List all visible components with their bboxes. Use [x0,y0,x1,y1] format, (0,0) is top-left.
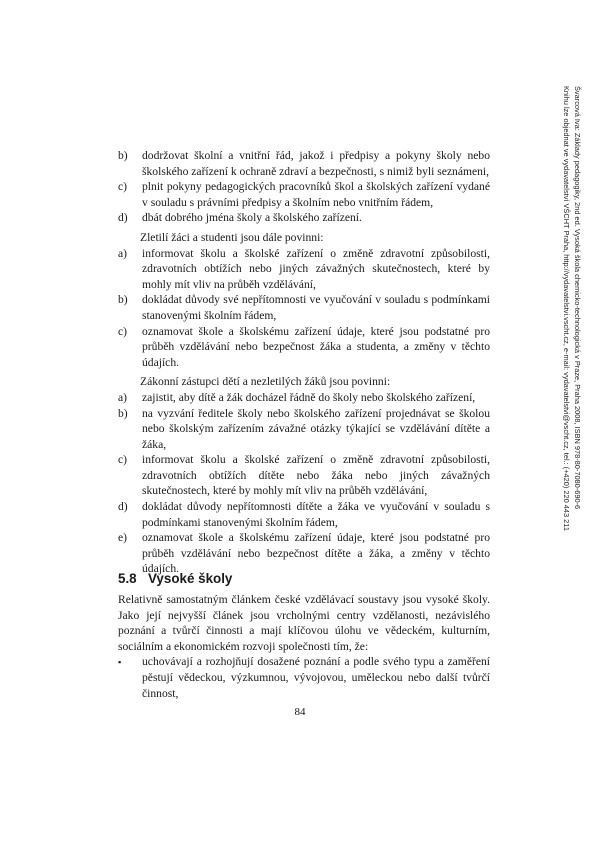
list-marker: c) [118,453,128,467]
list-text: na vyzvání ředitele školy nebo školského zařízení projednávat se školou nebo školským zařízením závažné otázky týkající se vzdělávání dítěte a žáka, [142,406,490,451]
bullet-item [118,654,490,701]
list-item [118,246,490,293]
guardians-list [118,390,490,577]
list-marker: b) [118,149,128,162]
list-marker: b) [118,293,128,307]
list-text: plnit pokyny pedagogických pracovníků škol a školských zařízení vydané v souladu s právními předpisy a školním nebo vnitřním řádem, [142,180,490,209]
list-text: dokládat důvody své nepřítomnosti ve vyučování v souladu s podmínkami stanovenými školním řádem, [142,293,490,322]
list-item [118,499,490,530]
list-marker: c) [118,324,128,338]
list-text: informovat školu a školské zařízení o změně zdravotní způsobilosti, zdravotních obtížích nebo jiných závažných skutečnostech, které by mohly mít vliv na průběh vzdělávání, [142,246,490,291]
list-marker: e) [118,531,128,545]
bullet-text: uchovávají a rozhojňují dosažené poznání a podle svého typu a zaměření pěstují vědeckou, výzkumnou, vývojovou, uměleckou nebo další tvůrčí činnost, [142,655,490,700]
adult-students-list [118,246,490,371]
section-title: Vysoké školy [148,571,233,586]
list-text: dbát dobrého jména školy a školského zařízení. [142,211,362,225]
page-number: 84 [294,706,306,718]
section-heading [118,571,490,586]
side-note [561,86,582,531]
list-marker: b) [118,406,128,420]
adult-students-intro: Zletilí žáci a studenti jsou dále povinni: [140,230,324,244]
list-marker: d) [118,500,128,514]
list-text: oznamovat škole a školskému zařízení údaje, které jsou podstatné pro průběh vzdělávání nebo bezpečnost žáka a studenta, a změny v těchto údajích. [142,324,490,369]
list-marker: d) [118,211,128,225]
list-item [118,179,490,210]
list-item [118,292,490,323]
list-text: dodržovat školní a vnitřní řád, jakož i předpisy a pokyny školy nebo školského zařízení k ochraně zdraví a bezpečnosti, s nimiž byli seznámeni, [142,149,490,178]
text-block-section [118,592,490,701]
list-continued [118,148,490,226]
guardians-intro: Zákonní zástupci dětí a nezletilých žáků jsou povinni: [140,375,391,389]
list-item [118,530,490,577]
bullet-marker: ▪ [118,657,122,668]
list-item [118,324,490,371]
section-paragraph: Relativně samostatným článkem české vzdělávací soustavy jsou vysoké školy. Jako její nejvyšší článek jsou vrcholnými centry vzdělanosti, nezávislého poznání a tvůrčí činnosti a mají klíčovou úlohu ve vědeckém, kulturním, sociálním a ekonomickém rozvoji společnosti tím, že: [118,593,490,653]
list-text: zajistit, aby dítě a žák docházel řádně do školy nebo školského zařízení, [142,390,476,404]
list-item [118,148,490,179]
text-block-upper [118,148,490,581]
list-marker: a) [118,246,128,260]
list-item [118,406,490,453]
list-item [118,210,490,226]
section-number: 5.8 [118,571,137,586]
list-text: oznamovat škole a školskému zařízení údaje, které jsou podstatné pro průběh vzdělávání nebo bezpečnost dítěte a žáka, a změny v těchto údajích. [142,531,490,576]
side-note-line-1: Švarcová Iva: Základy pedagogiky, 2nd ed. Vysoká škola chemicko-technologická v Praze, Praha 2008, ISBN 978-80-7080-690-6 [573,86,582,510]
list-text: informovat školu a školské zařízení o změně zdravotní způsobilosti, zdravotních obtížích dítěte nebo žáka nebo jiných závažných skutečnostech, které by mohly mít vliv na průběh vzdělávání, [142,453,490,498]
side-note-line-2: Knihu lze objednat ve vydavatelství VŠCHT Praha, http://vydavatelstvi.vscht.cz, e-mail: vydavatelstvi@vscht.cz, tel.: (+420) 220 443 211 [562,86,572,531]
list-item [118,452,490,499]
list-marker: c) [118,180,128,194]
list-item [118,390,490,406]
list-text: dokládat důvody nepřítomnosti dítěte a žáka ve vyučování v souladu s podmínkami stanovenými školním řádem, [142,500,490,529]
list-marker: a) [118,390,128,404]
